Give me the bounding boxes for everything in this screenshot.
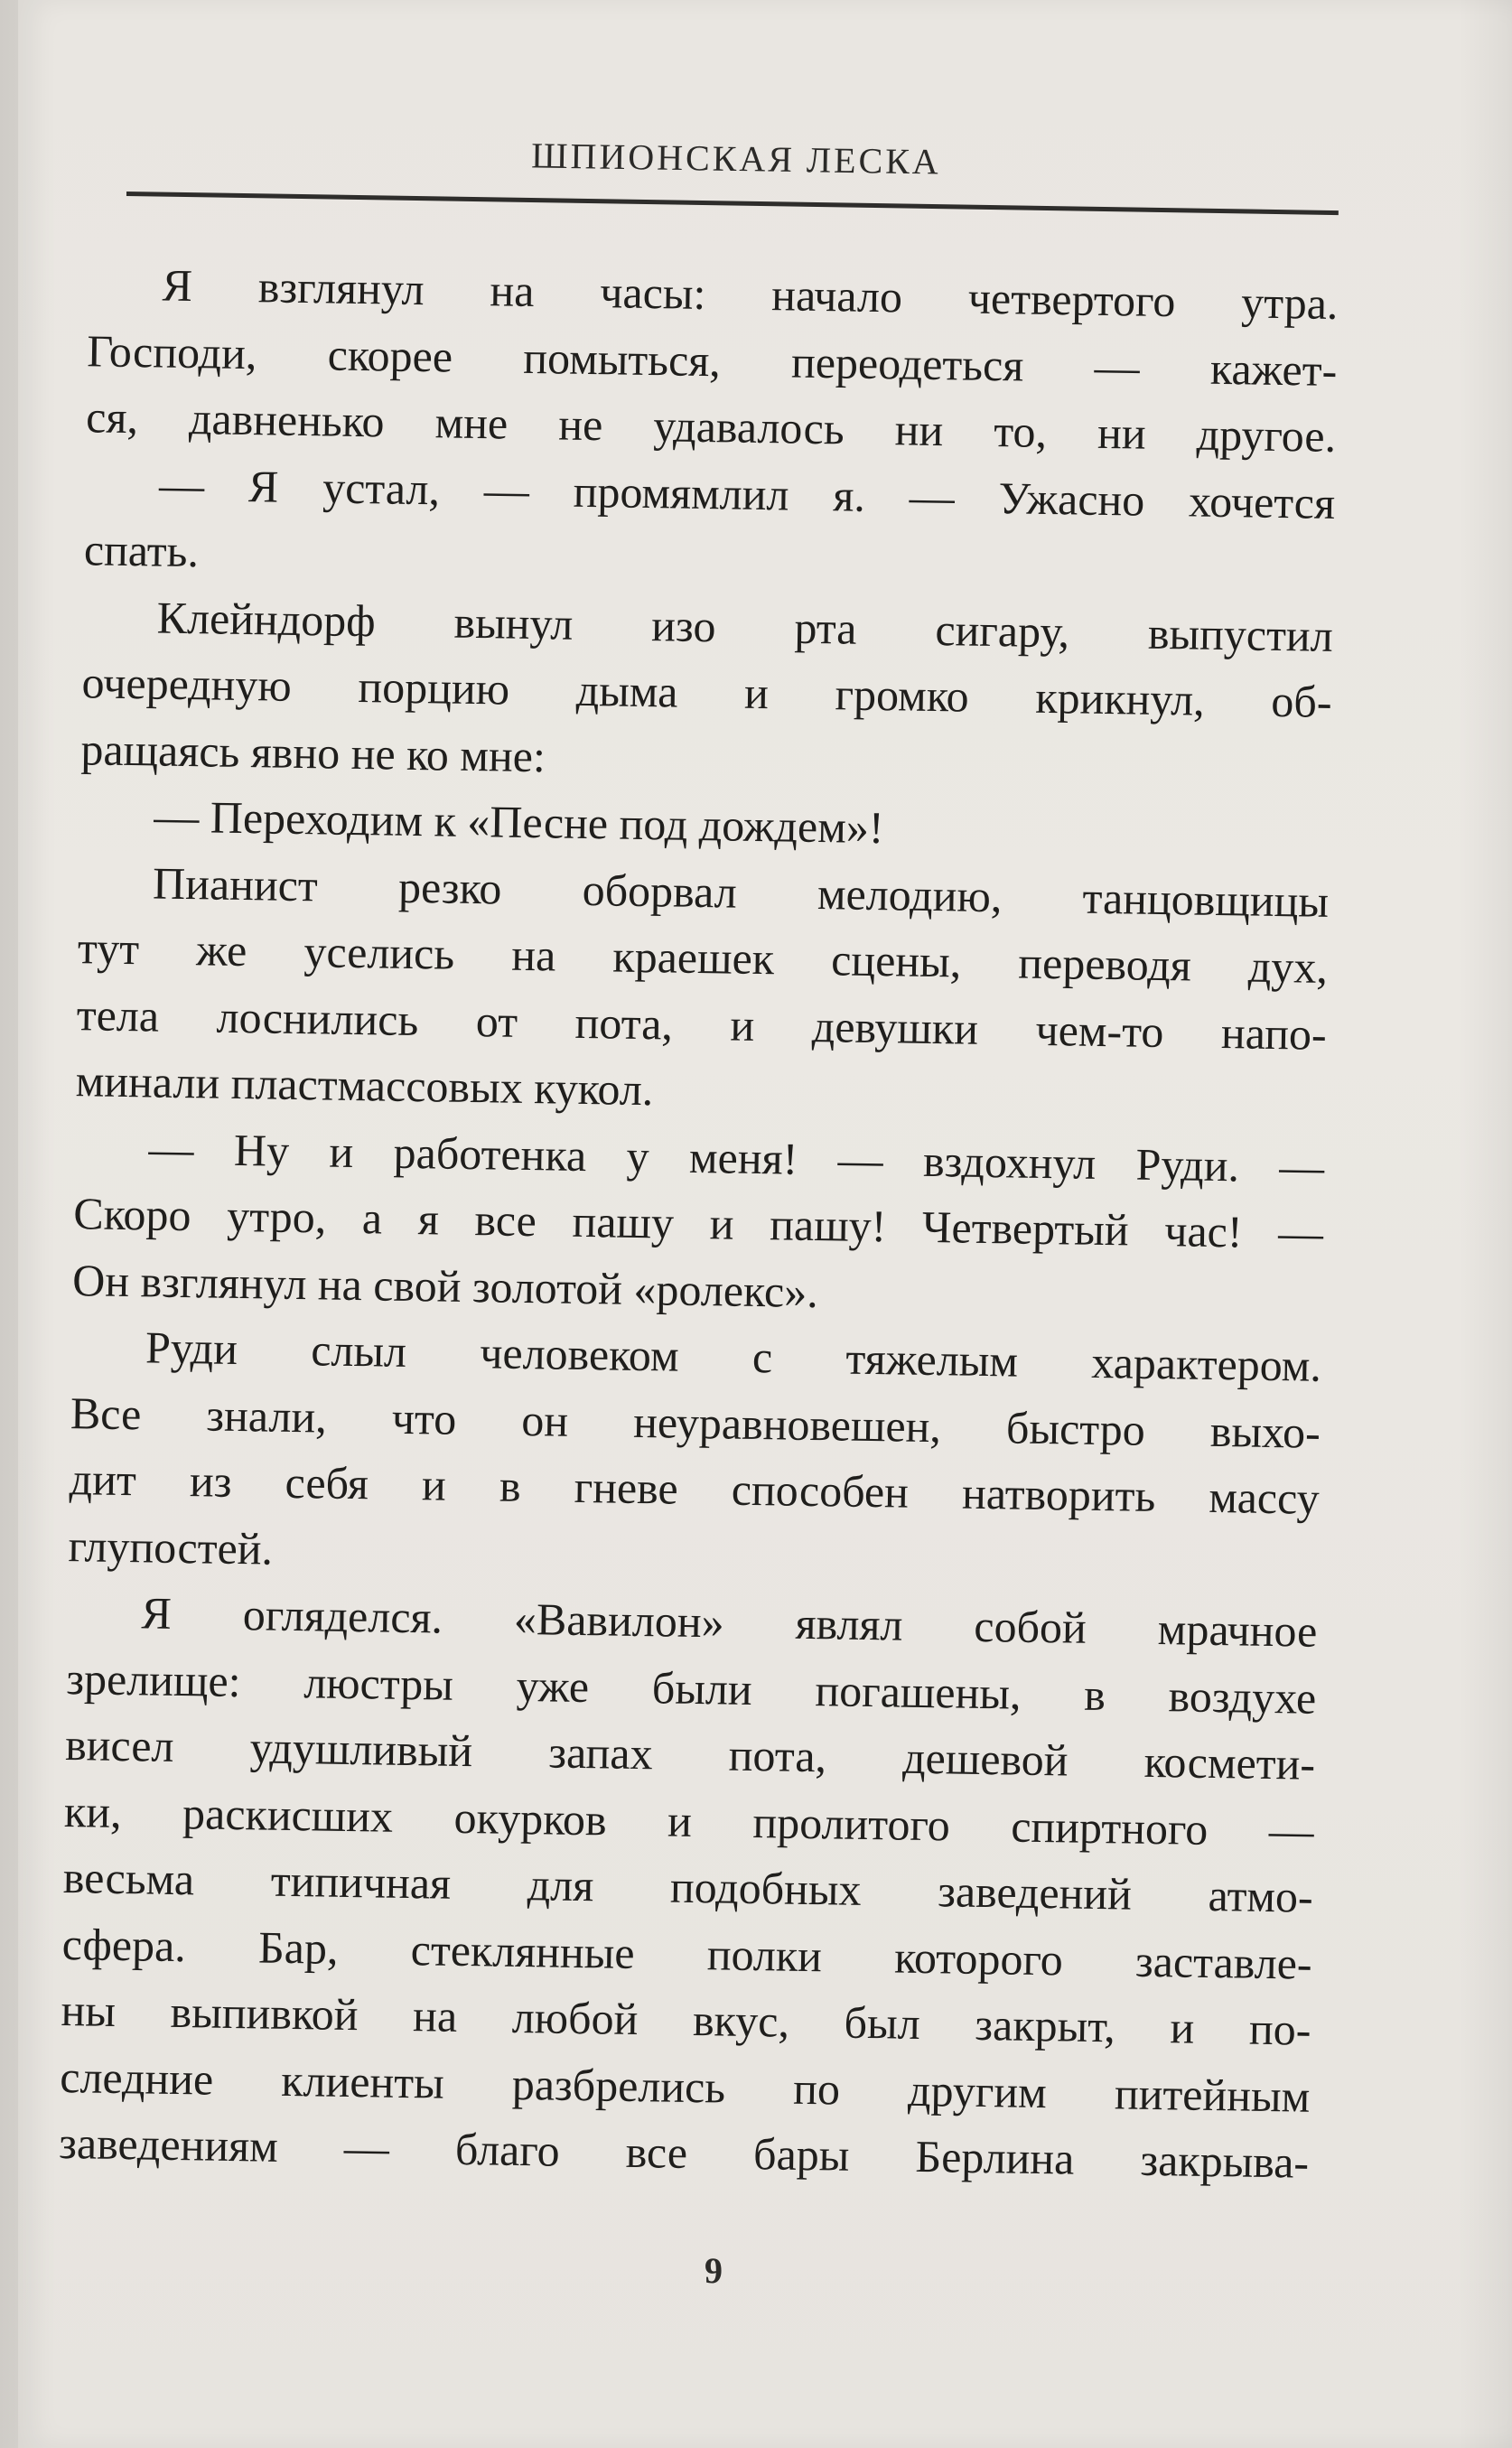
- text-line: Скоро утро, а я все пашу и пашу! Четвертый час! —: [73, 1188, 1324, 1258]
- page-number: 9: [705, 2250, 723, 2291]
- text-line: — Ну и работенка у меня! — вздохнул Руди. —: [148, 1122, 1325, 1192]
- running-title: ШПИОНСКАЯ ЛЕСКА: [530, 135, 942, 182]
- text-line: тут же уселись на краешек сцены, переводя дух,: [77, 922, 1329, 993]
- text-line: — Я устал, — промямлил я. — Ужасно хочется: [158, 459, 1336, 528]
- text-line: дит из себя и в гневе способен натворить массу: [69, 1453, 1321, 1524]
- text-line: зрелище: люстры уже были погашены, в воздухе: [65, 1652, 1317, 1724]
- text-line: очередную порцию дыма и громко крикнул, об-: [81, 657, 1332, 727]
- text-line: тела лоснились от пота, и девушки чем-то напо-: [76, 988, 1328, 1060]
- text-line: висел удушливый запах пота, дешевой космети-: [64, 1719, 1316, 1789]
- text-line: ки, раскисших окурков и пролитого спиртного —: [63, 1785, 1315, 1856]
- text-line: ся, давненько мне не удавалось ни то, ни другое.: [85, 391, 1337, 462]
- text-line: спать.: [83, 524, 200, 577]
- text-line: Я огляделся. «Вавилон» являл собой мрачное: [141, 1587, 1318, 1657]
- text-line: ны выпивкой на любой вкус, был закрыт, и по-: [61, 1985, 1311, 2055]
- header-rule: [126, 192, 1339, 215]
- text-line: минали пластмассовых кукол.: [75, 1055, 654, 1116]
- text-line: Клейндорф вынул изо рта сигару, выпустил: [156, 592, 1334, 661]
- text-line: Я взглянул на часы: начало четвертого утра.: [162, 259, 1339, 329]
- text-line: Он взглянул на свой золотой «ролекс».: [71, 1254, 819, 1317]
- text-line: ращаясь явно не ко мне:: [80, 723, 546, 781]
- text-line: Руди слыл человеком с тяжелым характером.: [145, 1322, 1322, 1391]
- page-edge-shadow: [1458, 0, 1512, 2448]
- text-line: следние клиенты разбрелись по другим питейным: [59, 2051, 1311, 2122]
- text-line: глупостей.: [68, 1519, 274, 1574]
- text-line: — Переходим к «Песне под дождем»!: [153, 790, 884, 854]
- book-page: [18, 0, 1512, 2448]
- text-line: сфера. Бар, стеклянные полки которого заставле-: [61, 1918, 1313, 1989]
- body-text: [59, 251, 1339, 2196]
- text-line: Пианист резко оборвал мелодию, танцовщицы: [152, 856, 1330, 927]
- text-line: Все знали, что он неуравновешен, быстро выхо-: [70, 1387, 1321, 1458]
- text-line: Господи, скорее помыться, переодеться — кажет-: [87, 324, 1338, 396]
- text-line: весьма типичная для подобных заведений атмо-: [62, 1852, 1314, 1922]
- text-line: заведениям — благо все бары Берлина закрыва-: [58, 2117, 1310, 2188]
